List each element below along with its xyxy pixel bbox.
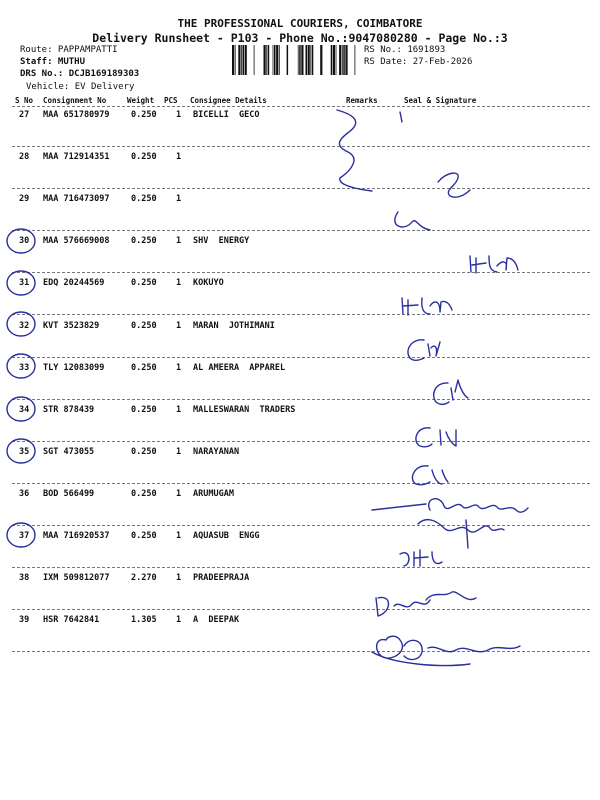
- row-weight: 0.250: [131, 320, 157, 331]
- col-remarks-header: Remarks: [346, 96, 378, 105]
- signature-mark: [400, 550, 442, 566]
- row-consignment-no: MAA 651780979: [43, 110, 110, 120]
- table-row: [0, 152, 600, 166]
- row-divider: [12, 314, 590, 315]
- col-weight-header: Weight: [127, 96, 155, 105]
- row-weight: 0.250: [131, 362, 157, 373]
- barcode-bar: [308, 45, 310, 75]
- row-consignee: A DEEPAK: [193, 615, 240, 626]
- company-title: THE PROFESSIONAL COURIERS, COIMBATORE: [177, 17, 423, 30]
- row-divider: [12, 609, 590, 610]
- col-sno-header: S No: [15, 96, 34, 105]
- barcode-bar: [343, 45, 345, 75]
- row-sno: 34: [19, 404, 30, 415]
- barcode-bar: [264, 45, 266, 75]
- row-pcs: 1: [176, 531, 182, 541]
- signature-mark: [434, 380, 468, 404]
- signature-mark: [402, 298, 452, 315]
- signature-mark: [372, 652, 470, 666]
- barcode-bar: [235, 45, 236, 75]
- barcode-bar: [245, 45, 247, 75]
- barcode-bar: [355, 45, 356, 75]
- runsheet-subtitle: Delivery Runsheet - P103 - Phone No.:9047080280 - Page No.:3: [92, 31, 508, 45]
- row-consignee: AL AMEERA APPAREL: [193, 362, 286, 373]
- header-divider: [12, 106, 590, 107]
- row-weight: 0.250: [131, 446, 157, 457]
- barcode-bar: [312, 45, 314, 75]
- row-pcs: 1: [176, 362, 182, 373]
- row-consignee: PRADEEPRAJA: [193, 573, 250, 584]
- row-sno: 38: [19, 573, 30, 584]
- staff-label: Staff: MUTHU: [20, 57, 86, 67]
- barcode-bar: [298, 45, 299, 75]
- row-divider: [12, 567, 590, 568]
- barcode-bar: [306, 45, 308, 75]
- row-consignment-no: HSR 7642841: [43, 615, 100, 626]
- row-divider: [12, 146, 590, 147]
- table-row: [0, 573, 600, 587]
- row-weight: 0.250: [131, 152, 157, 163]
- barcode-bar: [276, 45, 278, 75]
- row-weight: 0.250: [131, 531, 157, 541]
- row-weight: 0.250: [131, 404, 157, 415]
- barcode-bar: [336, 45, 337, 75]
- barcode-bar: [243, 45, 245, 75]
- table-row: [0, 278, 600, 292]
- row-consignment-no: KVT 3523829: [43, 320, 100, 331]
- barcode-bar: [320, 45, 322, 75]
- row-consignee: AQUASUB ENGG: [193, 531, 260, 541]
- table-row: [0, 194, 600, 208]
- table-row: [0, 236, 600, 250]
- row-sno: 39: [19, 615, 30, 626]
- row-consignment-no: TLY 12083099: [43, 362, 105, 373]
- row-pcs: 1: [176, 404, 182, 415]
- row-pcs: 1: [176, 152, 182, 163]
- barcode-bar: [232, 45, 234, 75]
- row-consignment-no: MAA 716920537: [43, 531, 110, 541]
- col-seal-header: Seal & Signature: [404, 96, 477, 105]
- row-weight: 0.250: [131, 110, 157, 120]
- row-sno: 30: [19, 236, 30, 247]
- barcode-bar: [273, 45, 274, 75]
- row-divider: [12, 399, 590, 400]
- row-consignment-no: STR 878439: [43, 404, 95, 415]
- col-pcs-header: PCS: [164, 96, 178, 105]
- signature-mark: [395, 212, 430, 230]
- barcode-bar: [345, 45, 347, 75]
- table-row: [0, 321, 600, 335]
- table-row: [0, 615, 600, 629]
- barcode-bar: [342, 45, 343, 75]
- table-row: [0, 405, 600, 419]
- route-label: Route: PAPPAMPATTI: [20, 45, 118, 55]
- row-sno: 28: [19, 152, 30, 163]
- barcode-bar: [333, 45, 335, 75]
- row-weight: 1.305: [131, 615, 157, 626]
- row-consignment-no: MAA 712914351: [43, 152, 110, 163]
- signature-mark: [376, 592, 476, 616]
- barcode-bar: [274, 45, 276, 75]
- barcode-bar: [279, 45, 280, 75]
- row-sno: 31: [19, 278, 30, 289]
- row-pcs: 1: [176, 488, 182, 499]
- table-row: [0, 447, 600, 461]
- row-consignment-no: BOD 566499: [43, 488, 95, 499]
- row-weight: 2.270: [131, 573, 157, 584]
- row-consignee: SHV ENERGY: [193, 236, 250, 247]
- rs-date: RS Date: 27-Feb-2026: [364, 57, 473, 67]
- table-row: [0, 110, 600, 124]
- vehicle-label: Vehicle: EV Delivery: [26, 82, 135, 92]
- row-sno: 35: [19, 446, 30, 457]
- barcode-bar: [241, 45, 242, 75]
- barcode-bar: [301, 45, 303, 75]
- row-consignee: NARAYANAN: [193, 446, 240, 457]
- rs-number: RS No.: 1691893: [364, 45, 446, 55]
- barcode-bar: [266, 45, 267, 75]
- row-divider: [12, 441, 590, 442]
- col-consignee-header: Consignee Details: [190, 96, 267, 105]
- row-divider: [12, 230, 590, 231]
- row-consignee: KOKUYO: [193, 278, 224, 289]
- barcode-bar: [287, 45, 289, 75]
- barcode-bar: [268, 45, 270, 75]
- row-divider: [12, 651, 590, 652]
- row-pcs: 1: [176, 615, 182, 626]
- row-weight: 0.250: [131, 194, 157, 205]
- signature-mark: [470, 256, 518, 273]
- barcode-bar: [299, 45, 301, 75]
- row-consignment-no: MAA 576669008: [43, 236, 110, 247]
- barcode-bar: [331, 45, 333, 75]
- signature-mark: [377, 636, 520, 659]
- barcode-bar: [310, 45, 311, 75]
- row-divider: [12, 272, 590, 273]
- signature-mark: [416, 428, 456, 447]
- row-sno: 36: [19, 488, 30, 499]
- row-weight: 0.250: [131, 278, 157, 289]
- remarks-line-mark: [372, 504, 426, 510]
- barcode-bar: [238, 45, 240, 75]
- row-pcs: 1: [176, 194, 182, 205]
- row-consignee: MALLESWARAN TRADERS: [193, 404, 296, 415]
- row-sno: 37: [19, 531, 30, 541]
- row-pcs: 1: [176, 110, 182, 120]
- row-divider: [12, 188, 590, 189]
- barcode-bar: [339, 45, 341, 75]
- barcode-bar: [254, 45, 255, 75]
- row-consignment-no: MAA 716473097: [43, 194, 110, 205]
- row-consignee: MARAN JOTHIMANI: [193, 320, 275, 331]
- row-divider: [12, 357, 590, 358]
- row-divider: [12, 483, 590, 484]
- row-weight: 0.250: [131, 488, 157, 499]
- table-row: [0, 489, 600, 503]
- row-sno: 27: [19, 110, 30, 120]
- row-sno: 33: [19, 362, 30, 373]
- table-row: [0, 363, 600, 377]
- drs-number: DRS No.: DCJB169189303: [20, 69, 140, 79]
- row-sno: 32: [19, 320, 30, 331]
- row-consignee: BICELLI GECO: [193, 110, 260, 120]
- barcode-image: [232, 45, 360, 75]
- row-consignee: ARUMUGAM: [193, 488, 234, 499]
- row-consignment-no: EDQ 20244569: [43, 278, 105, 289]
- row-sno: 29: [19, 194, 30, 205]
- row-pcs: 1: [176, 446, 182, 457]
- row-pcs: 1: [176, 278, 182, 289]
- col-consignment-header: Consignment No: [43, 96, 107, 105]
- row-consignment-no: IXM 509812077: [43, 573, 110, 584]
- table-row: [0, 531, 600, 545]
- row-consignment-no: SGT 473055: [43, 446, 95, 457]
- row-weight: 0.250: [131, 236, 157, 247]
- row-pcs: 1: [176, 236, 182, 247]
- row-divider: [12, 525, 590, 526]
- row-pcs: 1: [176, 573, 182, 584]
- row-pcs: 1: [176, 320, 182, 331]
